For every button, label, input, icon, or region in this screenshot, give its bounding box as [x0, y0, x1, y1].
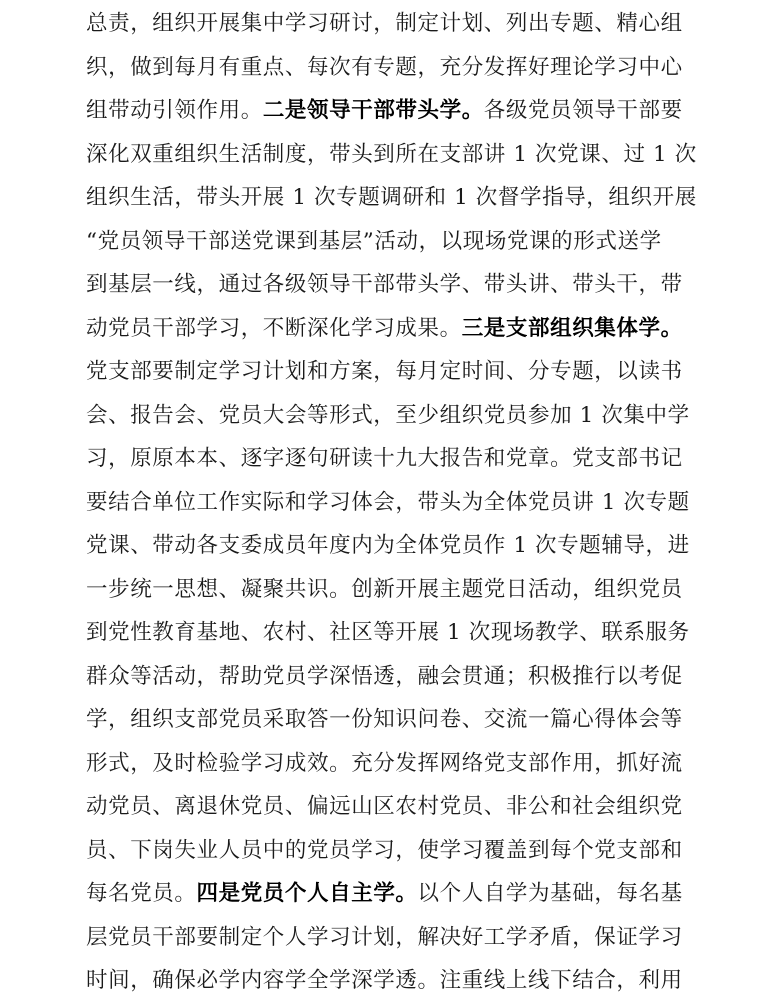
text-segment: 学，组织支部党员采取答一份知识问卷、交流一篇心得体会等	[86, 707, 683, 732]
text-segment: 每名党员。	[86, 881, 197, 906]
text-line	[86, 133, 697, 177]
text-line	[86, 742, 686, 786]
text-line	[86, 655, 686, 699]
text-line	[86, 437, 686, 481]
text-line	[86, 307, 686, 351]
text-line	[86, 394, 690, 438]
text-line	[86, 611, 690, 655]
text-segment: 到基层一线，通过各级领导干部带头学、带头讲、带头干，带	[86, 272, 683, 297]
text-line	[86, 568, 686, 612]
text-segment: 动党员、离退休党员、偏远山区农村党员、非公和社会组织党	[86, 794, 683, 819]
bold-heading-phrase: 二是领导干部带头学。	[262, 98, 484, 123]
text-line	[86, 524, 690, 568]
text-line	[86, 350, 686, 394]
text-segment: “党员领导干部送党课到基层”活动，以现场党课的形式送学	[86, 228, 662, 254]
text-segment: 总责，组织开展集中学习研讨，制定计划、列出专题、精心组	[86, 11, 683, 36]
text-segment: 以个人自学为基础，每名基	[417, 881, 683, 906]
text-line	[86, 959, 686, 1003]
text-line	[86, 2, 686, 46]
text-line	[86, 89, 686, 133]
text-segment: 动党员干部学习，不断深化学习成果。	[86, 315, 462, 341]
text-segment: 群众等活动，帮助党员学深悟透，融会贯通；积极推行以考促	[86, 663, 683, 689]
body-text	[86, 2, 697, 1003]
text-segment: 各级党员领导干部要	[483, 98, 683, 123]
text-segment: 习，原原本本、逐字逐句研读十九大报告和党章。党支部书记	[86, 446, 683, 471]
text-segment: 一步统一思想、凝聚共识。创新开展主题党日活动，组织党员	[86, 576, 683, 602]
bold-heading-phrase: 四是党员个人自主学。	[196, 881, 418, 906]
text-line	[86, 872, 686, 916]
text-line	[86, 829, 686, 873]
text-line	[86, 220, 686, 264]
text-segment: 层党员干部要制定个人学习计划，解决好工学矛盾，保证学习	[86, 924, 683, 950]
text-line	[86, 263, 686, 307]
bold-heading-phrase: 三是支部组织集体学。	[461, 315, 683, 341]
text-segment: 到党性教育基地、农村、社区等开展 1 次现场教学、联系服务	[86, 620, 690, 645]
text-segment: 形式，及时检验学习成效。充分发挥网络党支部作用，抓好流	[86, 750, 683, 776]
text-line	[86, 176, 697, 220]
text-line	[86, 481, 690, 525]
text-line	[86, 785, 686, 829]
text-segment: 要结合单位工作实际和学习体会，带头为全体党员讲 1 次专题	[86, 489, 690, 515]
text-segment: 会、报告会、党员大会等形式，至少组织党员参加 1 次集中学	[86, 402, 690, 428]
text-segment: 织，做到每月有重点、每次有专题，充分发挥好理论学习中心	[86, 54, 683, 80]
text-segment: 党课、带动各支委成员年度内为全体党员作 1 次专题辅导，进	[86, 533, 690, 558]
text-segment: 员、下岗失业人员中的党员学习，使学习覆盖到每个党支部和	[86, 837, 683, 863]
text-line	[86, 698, 686, 742]
text-segment: 深化双重组织生活制度，带头到所在支部讲 1 次党课、过 1 次	[86, 141, 697, 167]
text-segment: 党支部要制定学习计划和方案，每月定时间、分专题，以读书	[86, 359, 683, 384]
text-segment: 组带动引领作用。	[86, 98, 263, 123]
text-line	[86, 916, 686, 960]
text-segment: 时间，确保必学内容学全学深学透。注重线上线下结合，利用	[86, 968, 683, 993]
text-line	[86, 46, 686, 90]
text-segment: 组织生活，带头开展 1 次专题调研和 1 次督学指导，组织开展	[86, 185, 697, 210]
